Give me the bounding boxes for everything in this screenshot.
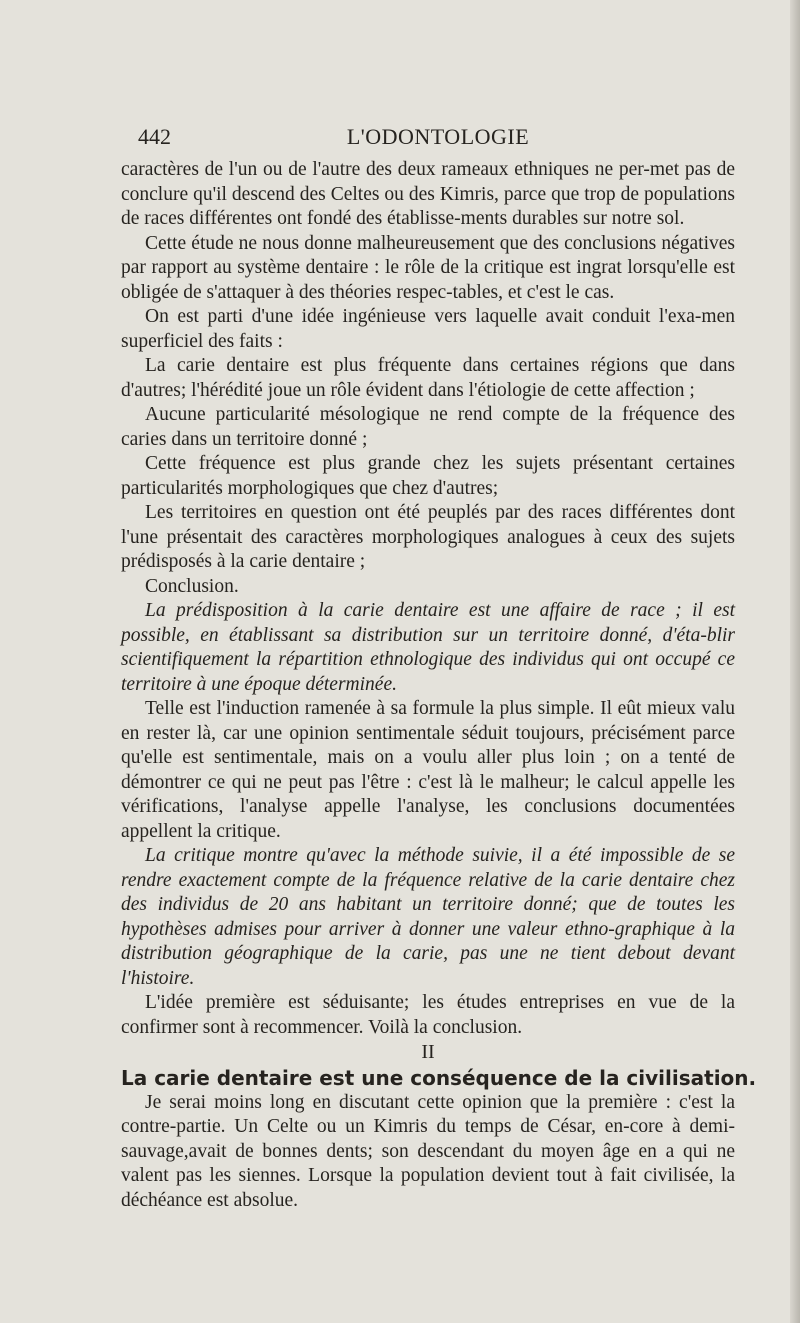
paragraph-10: Telle est l'induction ramenée à sa formule la plus simple. Il eût mieux valu en rester là, car une opinion sentimentale séduit toujours, précisément parce qu'elle est sentimentale, mais on a voulu aller plus loin ; on a tenté de démontrer ce qui ne peut pas l'être : c'est là le malheur; le calcul appelle les vérifications, l'analyse appelle l'analyse, les conclusions documentées appellent la critique.: [121, 698, 735, 842]
section-paragraph-1: Je serai moins long en discutant cette opinion que la première : c'est la contre-partie. Un Celte ou un Kimris du temps de César, en-core à demi-sauvage,avait de bonnes dents; son descendant du moyen âge en a qui ne valent pas les siennes. Lorsque la population devient tout à fait civilisée, la déchéance est absolue.: [121, 1091, 735, 1211]
page-header: [138, 124, 738, 154]
section-title: La carie dentaire est une conséquence de la civilisation.: [121, 1065, 757, 1090]
paragraph-11-italic: La critique montre qu'avec la méthode suivie, il a été impossible de se rendre exactement compte de la fréquence relative de la carie dentaire chez des individus de 20 ans habitant un territoire donné; que de toutes les hypothèses admises pour arriver à donner une valeur ethno-graphique à la distribution géographique de la carie, pas une ne tient debout devant l'histoire.: [121, 845, 735, 989]
paragraph-12: L'idée première est séduisante; les études entreprises en vue de la confirmer sont à recommencer. Voilà la conclusion.: [121, 992, 735, 1038]
running-title: L'ODONTOLOGIE: [346, 124, 530, 149]
paragraph-4: La carie dentaire est plus fréquente dans certaines régions que dans d'autres; l'hérédité joue un rôle évident dans l'étiologie de cette affection ;: [121, 355, 735, 401]
paragraph-6: Cette fréquence est plus grande chez les sujets présentant certaines particularités morphologiques que chez d'autres;: [121, 453, 735, 499]
paragraph-8: Conclusion.: [145, 575, 239, 597]
paragraph-9-italic: La prédisposition à la carie dentaire est une affaire de race ; il est possible, en établissant sa distribution sur un territoire donné, d'éta-blir scientifiquement la répartition ethnologique des individus qui ont occupé ce territoire à une époque déterminée.: [121, 600, 735, 695]
body-text: [121, 158, 757, 1213]
paragraph-7: Les territoires en question ont été peuplés par des races différentes dont l'une présentait des caractères morphologiques analogues à ceux des sujets prédisposés à la carie dentaire ;: [121, 502, 735, 572]
paragraph-3: On est parti d'une idée ingénieuse vers laquelle avait conduit l'exa-men superficiel des faits :: [121, 306, 735, 352]
page-number: 442: [138, 124, 171, 149]
paragraph-5: Aucune particularité mésologique ne rend compte de la fréquence des caries dans un territoire donné ;: [121, 404, 735, 450]
section-number: II: [421, 1041, 435, 1063]
page-edge-shadow: [790, 0, 800, 1323]
paragraph-2: Cette étude ne nous donne malheureusement que des conclusions négatives par rapport au système dentaire : le rôle de la critique est ingrat lorsqu'elle est obligée de s'attaquer à des théories respec-tables, et c'est le cas.: [121, 232, 735, 303]
paragraph-1: caractères de l'un ou de l'autre des deux rameaux ethniques ne per-met pas de conclure qu'il descend des Celtes ou des Kimris, parce que trop de populations de races différentes ont fondé des établisse-ments durables sur notre sol.: [121, 159, 735, 229]
